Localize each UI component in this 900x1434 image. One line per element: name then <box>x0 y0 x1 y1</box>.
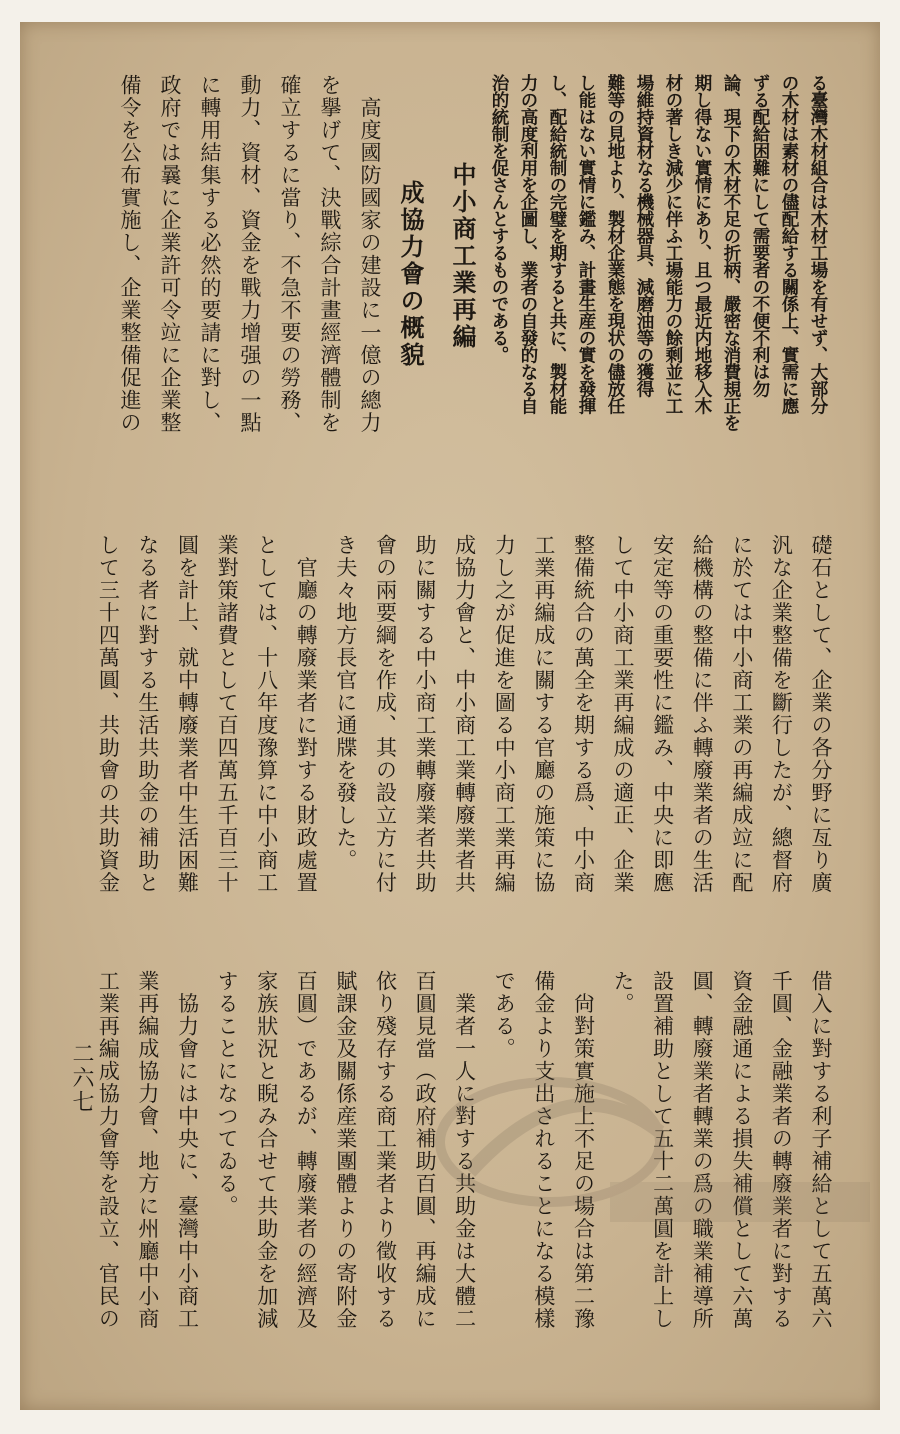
section-heading-line1: 中小商工業再編 <box>448 162 477 351</box>
document-page <box>20 22 880 1410</box>
page-number: 二六七 <box>69 1042 94 1114</box>
top-text-block: る臺灣木材組合は木材工場を有せず、大部分 の木材は素材の儘配給する關係上、實需に應 ずる配給困難にして需要者の不便不利は勿 論、現下の木材不足の折柄、嚴密な消費規正を 期し得ない實情にあり、且つ最近内地移入木 材の著しき減少に伴ふ工場能力の餘剩並に工 場維持資材なる機械器具、減磨油等の獲得 難等の見地より、製材企業態を現状の儘放任 し能はない實情に鑑み、計畫生産の實を發揮 し、配給統制の完璧を期すると共に、製材能 力の高度利用を企圖し、業者の自發的なる自 治的統制を促さんとするものである。 <box>489 74 828 431</box>
middle-text-block: 礎石として、企業の各分野に亙り廣 汎な企業整備を斷行したが、總督府 に於ては中小商工業の再編成竝に配 給機構の整備に伴ふ轉廢業者の生活 安定等の重要性に鑑み、中央に即應 して中小商工業再編成の適正、企業 整備統合の萬全を期する爲、中小商 工業再編成に關する官廳の施策に協 力し之が促進を圖る中小商工業再編 成協力會と、中小商工業轉廢業者共 助に關する中小商工業轉廢業者共助 會の兩要綱を作成、其の設立方に付 き夫々地方長官に通牒を發した。 官廳の轉廢業者に對する財政處置 としては、十八年度豫算に中小商工 業對策諸費として百四萬五千百三十 圓を計上、就中轉廢業者中生活困難 なる者に對する生活共助金の補助と して三十四萬圓、共助會の共助資金 <box>96 534 833 894</box>
section-heading-line2: 成協力會の概貌 <box>396 180 425 369</box>
intro-text-block: 高度國防國家の建設に一億の總力 を擧げて、決戰綜合計畫經濟體制を 確立するに當り、不急不要の勞務、 動力、資材、資金を戰力增强の一點 に轉用結集する必然的要請に對し、 政府では曩に企業許可令竝に企業整 備令を公布實施し、企業整備促進の <box>118 74 382 434</box>
bottom-text-block: 借入に對する利子補給として五萬六 千圓、金融業者の轉廢業者に對する 資金融通による損失補償として六萬 圓、轉廢業者轉業の爲の職業補導所 設置補助として五十二萬圓を計上し た。 尙對策實施上不足の場合は第二豫 備金より支出されることになる模樣 である。 業者一人に對する共助金は大體二 百圓見當（政府補助百圓、再編成に 依り殘存する商工業者より徵收する 賦課金及關係産業團體よりの寄附金 百圓）であるが、轉廢業者の經濟及 家族狀況と睨み合せて共助金を加減 することになつてゐる。 協力會には中央に、臺灣中小商工 業再編成協力會、地方に州廳中小商 工業再編成協力會等を設立、官民の <box>96 970 833 1330</box>
